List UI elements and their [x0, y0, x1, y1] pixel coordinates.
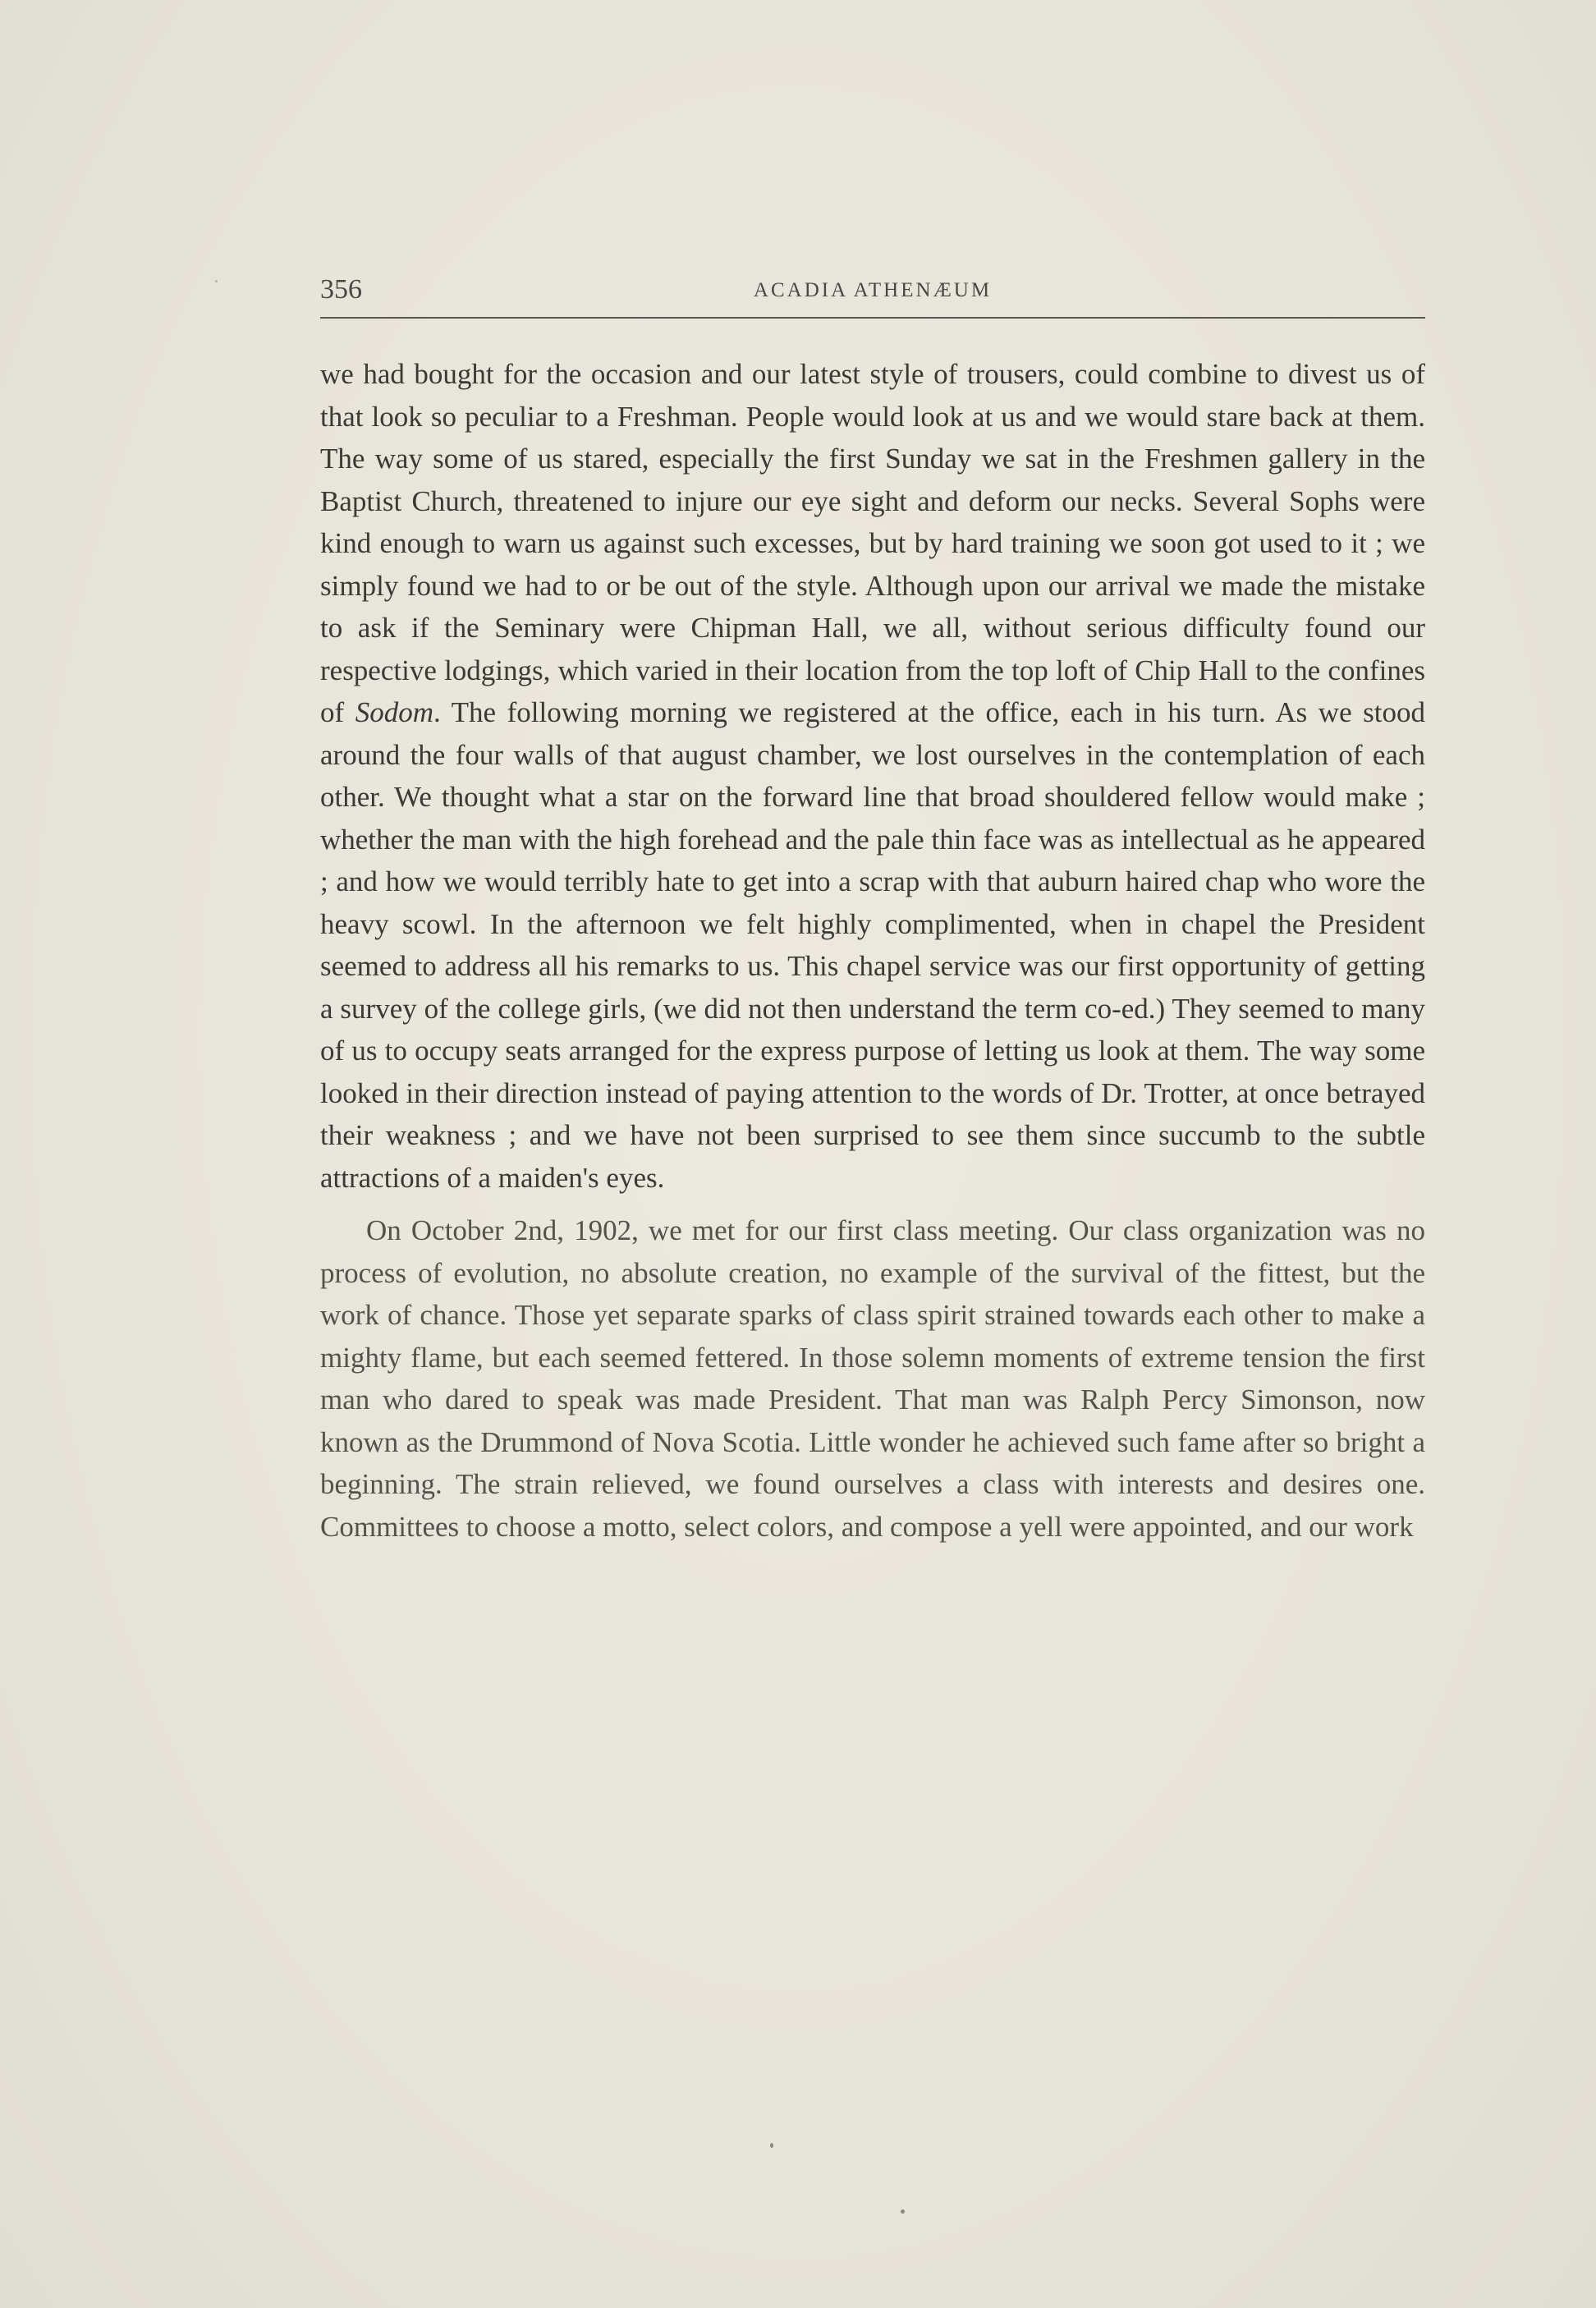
- article-body: [320, 353, 1425, 1548]
- paragraph-2: On October 2nd, 1902, we met for our first class meeting. Our class organization was no process of evolution, no absolute creation, no example of the survival of the fittest, but the work of chance. Those yet separate sparks of class spirit strained towards each other to make a mighty flame, but each seemed fettered. In those solemn moments of extreme tension the first man who dared to speak was made President. That man was Ralph Percy Simonson, now known as the Drummond of Nova Scotia. Little wonder he achieved such fame after so bright a beginning. The strain relieved, we found ourselves a class with interests and desires one. Committees to choose a motto, select colors, and compose a yell were appointed, and our work: [320, 1214, 1425, 1543]
- paper-speck: [901, 2209, 905, 2214]
- page-header: [320, 268, 1425, 319]
- paragraph-1: [320, 353, 1425, 1199]
- paper-speck: [215, 280, 218, 282]
- italic-word-sodom: Sodom: [355, 696, 433, 728]
- paragraph-1-text-end: . The following morning we registered at the office, each in his turn. As we stood around the four walls of that august chamber, we lost ourselves in the contemplation of each other. We thought what a star on the forward line that broad shouldered fellow would make ; whether the man with the high forehead and the pale thin face was as intellectual as he appeared ; and how we would terribly hate to get into a scrap with that auburn haired chap who wore the heavy scowl. In the afternoon we felt highly complimented, when in chapel the President seemed to address all his remarks to us. This chapel service was our first opportunity of getting a survey of the college girls, (we did not then understand the term co-ed.) They seemed to many of us to occupy seats arranged for the express purpose of letting us look at them. The way some looked in their direction instead of paying attention to the words of Dr. Trotter, at once betrayed their weakness ; and we have not been surprised to see them since succumb to the subtle attractions of a maiden's eyes.: [320, 696, 1426, 1194]
- paper-speck: [770, 2143, 773, 2148]
- page-number: 356: [320, 274, 362, 305]
- paragraph-1-text-start: we had bought for the occasion and our latest style of trousers, could combine to divest us of that look so peculiar to a Freshman. People would look at us and we would stare back at them. The way some of us stared, especially the first Sunday we sat in the Freshmen gallery in the Baptist Church, threatened to injure our eye sight and deform our necks. Several Sophs were kind enough to warn us against such excesses, but by hard training we soon got used to it ; we simply found we had to or be out of the style. Although upon our arrival we made the mistake to ask if the Seminary were Chipman Hall, we all, without serious difficulty found our respective lodgings, which varied in their location from the top loft of Chip Hall to the confines of: [320, 358, 1425, 728]
- running-head: ACADIA ATHENÆUM: [753, 279, 993, 301]
